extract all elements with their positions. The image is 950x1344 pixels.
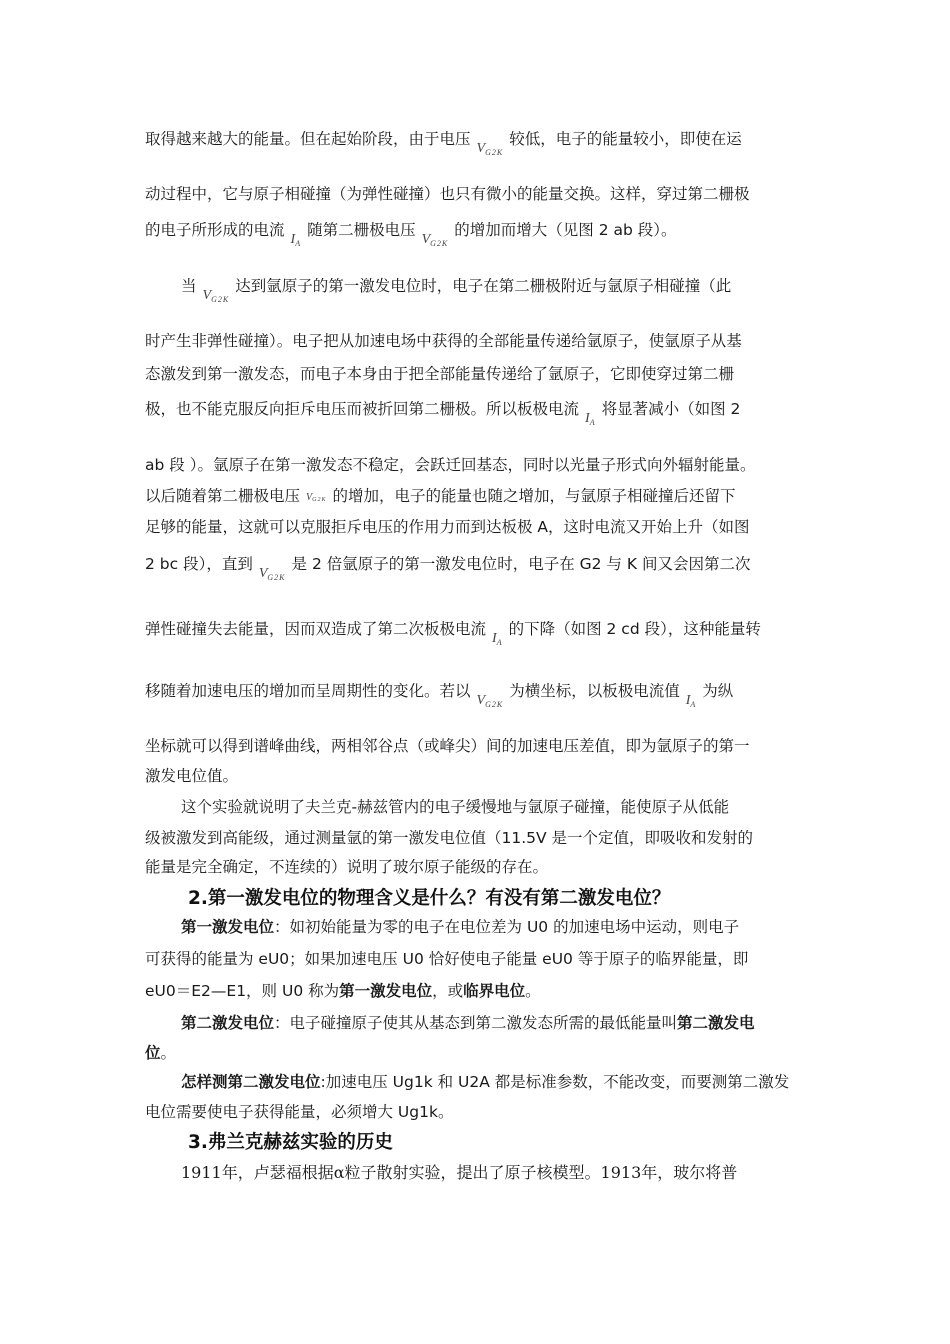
text-span: :加速电压 Ug1k 和 U2A 都是标准参数，不能改变，而要测第二激发 <box>320 1073 790 1091</box>
text-line: 这个实验就说明了夫兰克-赫兹管内的电子缓慢地与氩原子碰撞，能使原子从低能 <box>181 798 730 816</box>
term-bold: 第二激发电位 <box>181 1014 275 1032</box>
text-span: 较低，电子的能量较小，即使在运 <box>509 130 742 148</box>
text-line: 1911年，卢瑟福根据α粒子散射实验，提出了原子核模型。1913年，玻尔将普 <box>181 1163 738 1182</box>
text-line <box>145 618 810 647</box>
text-span: 的增加而增大（见图 2 ab 段）。 <box>454 221 677 239</box>
text-span: ，或 <box>432 982 464 1000</box>
text-line <box>181 1012 810 1034</box>
formula-vg2k: $V_{G2K}$ <box>258 566 286 582</box>
text-span: 。 <box>525 982 541 1000</box>
section-heading: 2.第一激发电位的物理含义是什么？有没有第二激发电位？ <box>188 888 671 909</box>
text-span: 极，也不能克服反向拒斥电压而被折回第二栅极。所以板极电流 <box>145 400 580 418</box>
term-bold: 第二激发电 <box>677 1014 755 1032</box>
text-span: eU0＝E2—E1，则 U0 称为 <box>145 982 340 1000</box>
text-span: 为纵 <box>702 682 734 700</box>
text-line: 级被激发到高能级，通过测量氩的第一激发电位值（11.5V 是一个定值，即吸收和发射的 <box>145 829 754 847</box>
term-bold: 第一激发电位 <box>339 982 433 1000</box>
text-line <box>181 916 810 938</box>
text-line: 激发电位值。 <box>145 767 239 785</box>
text-line: 时产生非弹性碰撞）。电子把从加速电场中获得的全部能量传递给氩原子，使氩原子从基 <box>145 332 742 350</box>
formula-vg2k: $V_{G2K}$ <box>421 232 449 248</box>
term-bold: 怎样测第二激发电位 <box>181 1073 321 1091</box>
text-span: 当 <box>181 277 197 295</box>
formula-vg2k: VG2K <box>306 492 327 503</box>
text-line: 动过程中，它与原子相碰撞（为弹性碰撞）也只有微小的能量交换。这样，穿过第二栅极 <box>145 185 750 203</box>
text-line <box>145 398 810 427</box>
formula-vg2k: $V_{G2K}$ <box>476 693 504 709</box>
text-line <box>145 1042 810 1064</box>
formula-ia: $I_A$ <box>585 411 596 427</box>
text-span: ：如初始能量为零的电子在电位差为 U0 的加速电场中运动，则电子 <box>274 918 740 936</box>
text-span: 为横坐标，以板极电流值 <box>509 682 680 700</box>
text-line: 态激发到第一激发态，而电子本身由于把全部能量传递给了氩原子，它即使穿过第二栅 <box>145 365 735 383</box>
text-span: 移随着加速电压的增加而呈周期性的变化。若以 <box>145 682 471 700</box>
text-line <box>145 980 810 1002</box>
formula-ia: $I_A$ <box>685 693 697 709</box>
text-span: 是 2 倍氩原子的第一激发电位时，电子在 G2 与 K 间又会因第二次 <box>291 555 751 573</box>
text-line <box>145 128 810 157</box>
text-line: 坐标就可以得到谱峰曲线，两相邻谷点（或峰尖）间的加速电压差值，即为氩原子的第一 <box>145 737 750 755</box>
term-bold: 第一激发电位 <box>181 918 275 936</box>
term-bold: 位 <box>145 1044 161 1062</box>
formula-vg2k: $V_{G2K}$ <box>476 141 504 157</box>
text-line <box>145 680 810 709</box>
text-line <box>145 219 810 248</box>
text-span: 2 bc 段），直到 <box>145 555 253 573</box>
text-span: 弹性碰撞失去能量，因而双造成了第二次板极电流 <box>145 620 487 638</box>
text-span: 取得越来越大的能量。但在起始阶段，由于电压 <box>145 130 471 148</box>
text-span: ：电子碰撞原子使其从基态到第二激发态所需的最低能量叫 <box>274 1014 678 1032</box>
formula-ia: $I_A$ <box>290 232 302 248</box>
text-line <box>145 485 810 511</box>
term-bold: 临界电位 <box>463 982 526 1000</box>
text-line: 能量是完全确定，不连续的）说明了玻尔原子能级的存在。 <box>145 858 549 876</box>
text-span: 达到氩原子的第一激发电位时，电子在第二栅极附近与氩原子相碰撞（此 <box>235 277 732 295</box>
text-span: 以后随着第二栅极电压 <box>145 487 301 505</box>
text-line: 电位需要使电子获得能量，必须增大 Ug1k。 <box>145 1103 454 1121</box>
formula-ia: $I_A$ <box>492 631 503 647</box>
formula-vg2k: $V_{G2K}$ <box>202 288 230 304</box>
text-line: 可获得的能量为 eU0；如果加速电压 U0 恰好使电子能量 eU0 等于原子的临界能量，即 <box>145 950 749 968</box>
text-span: 的电子所形成的电流 <box>145 221 285 239</box>
text-line <box>181 275 810 304</box>
text-span: 的下降（如图 2 cd 段），这种能量转 <box>508 620 761 638</box>
text-span: 将显著减小（如图 2 <box>601 400 741 418</box>
text-span: 。 <box>160 1044 177 1062</box>
text-line <box>181 1071 810 1093</box>
text-line: 足够的能量，这就可以克服拒斥电压的作用力而到达板极 A，这时电流又开始上升（如图 <box>145 518 750 536</box>
section-heading: 3.弗兰克赫兹实验的历史 <box>188 1132 393 1153</box>
text-span: 的增加，电子的能量也随之增加，与氩原子相碰撞后还留下 <box>332 487 736 505</box>
text-line <box>145 553 810 582</box>
text-span: 随第二栅极电压 <box>307 221 416 239</box>
text-line: ab 段 ）。氩原子在第一激发态不稳定，会跃迁回基态，同时以光量子形式向外辐射能量。 <box>145 456 756 474</box>
